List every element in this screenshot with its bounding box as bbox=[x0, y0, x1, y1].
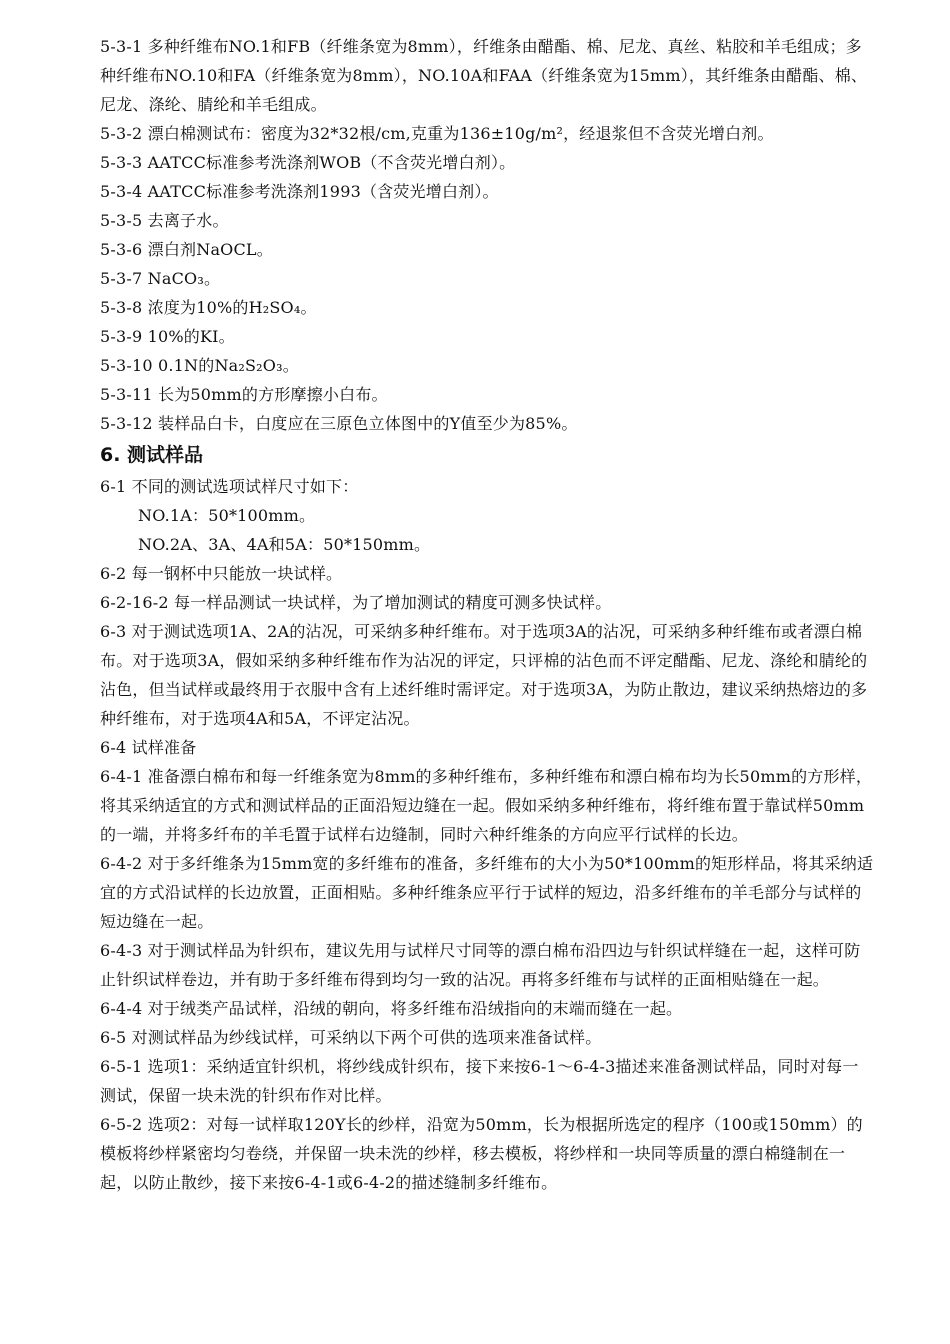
clause-6-5-2: 6-5-2 选项2：对每一试样取120Y长的纱样，沿宽为50mm，长为根据所选定的程序（100或150mm）的模板将纱样紧密均匀卷绕，并保留一块未洗的纱样，移去模板，将纱样和一块同等质量的漂白棉缝制在一起，以防止散纱，接下来按6-4-1或6-4-2的描述缝制多纤维布。 bbox=[100, 1115, 863, 1192]
clause-6-4-2: 6-4-2 对于多纤维条为15mm宽的多纤维布的准备，多纤维布的大小为50*100mm的矩形样品，将其采纳适宜的方式沿试样的长边放置，正面相贴。多种纤维条应平行于试样的短边，沿多纤维布的羊毛部分与试样的短边缝在一起。 bbox=[100, 854, 874, 931]
clause-5-3-6: 5-3-6 漂白剂NaOCL。 bbox=[100, 240, 273, 259]
clause-5-3-10: 5-3-10 0.1N的Na₂S₂O₃。 bbox=[100, 356, 299, 375]
clause-5-3-8: 5-3-8 浓度为10%的H₂SO₄。 bbox=[100, 298, 317, 317]
clause-5-3-11: 5-3-11 长为50mm的方形摩擦小白布。 bbox=[100, 385, 388, 404]
clause-6-1-size-1a: NO.1A：50*100mm。 bbox=[138, 506, 316, 525]
clause-6-1: 6-1 不同的测试选项试样尺寸如下： bbox=[100, 477, 359, 496]
clause-5-3-7: 5-3-7 NaCO₃。 bbox=[100, 269, 221, 288]
section-heading-6: 6. 测试样品 bbox=[100, 444, 204, 466]
clause-6-4-4: 6-4-4 对于绒类产品试样，沿绒的朝向，将多纤维布沿绒指向的末端而缝在一起。 bbox=[100, 999, 683, 1018]
clause-5-3-2: 5-3-2 漂白棉测试布：密度为32*32根/cm,克重为136±10g/m²，经退浆但不含荧光增白剂。 bbox=[100, 124, 774, 143]
clause-6-5: 6-5 对测试样品为纱线试样，可采纳以下两个可供的选项来准备试样。 bbox=[100, 1028, 602, 1047]
clause-5-3-12: 5-3-12 装样品白卡，白度应在三原色立体图中的Y值至少为85%。 bbox=[100, 414, 578, 433]
document-page bbox=[100, 32, 874, 1197]
clause-6-4-3: 6-4-3 对于测试样品为针织布，建议先用与试样尺寸同等的漂白棉布沿四边与针织试样缝在一起，这样可防止针织试样卷边，并有助于多纤维布得到均匀一致的沾况。再将多纤维布与试样的正面相贴缝在一起。 bbox=[100, 941, 861, 989]
clause-6-4: 6-4 试样准备 bbox=[100, 738, 197, 757]
clause-5-3-5: 5-3-5 去离子水。 bbox=[100, 211, 229, 230]
clause-5-3-4: 5-3-4 AATCC标准参考洗涤剂1993（含荧光增白剂）。 bbox=[100, 182, 499, 201]
clause-5-3-1: 5-3-1 多种纤维布NO.1和FB（纤维条宽为8mm），纤维条由醋酯、棉、尼龙、真丝、粘胶和羊毛组成；多种纤维布NO.10和FA（纤维条宽为8mm），NO.10A和FAA（纤维条宽为15mm），其纤维条由醋酯、棉、尼龙、涤纶、腈纶和羊毛组成。 bbox=[100, 37, 868, 114]
clause-5-3-3: 5-3-3 AATCC标准参考洗涤剂WOB（不含荧光增白剂）。 bbox=[100, 153, 516, 172]
clause-6-2-16-2: 6-2-16-2 每一样品测试一块试样，为了增加测试的精度可测多快试样。 bbox=[100, 593, 612, 612]
clause-6-3: 6-3 对于测试选项1A、2A的沾况，可采纳多种纤维布。对于选项3A的沾况，可采纳多种纤维布或者漂白棉布。对于选项3A，假如采纳多种纤维布作为沾况的评定，只评棉的沾色而不评定醋酯、尼龙、涤纶和腈纶的沾色，但当试样或最终用于衣服中含有上述纤维时需评定。对于选项3A，为防止散边，建议采纳热熔边的多种纤维布，对于选项4A和5A，不评定沾况。 bbox=[100, 622, 868, 728]
clause-6-2: 6-2 每一钢杯中只能放一块试样。 bbox=[100, 564, 343, 583]
clause-5-3-9: 5-3-9 10%的KI。 bbox=[100, 327, 235, 346]
clause-6-4-1: 6-4-1 准备漂白棉布和每一纤维条宽为8mm的多种纤维布，多种纤维布和漂白棉布均为长50mm的方形样，将其采纳适宜的方式和测试样品的正面沿短边缝在一起。假如采纳多种纤维布，将纤维布置于靠试样50mm的一端，并将多纤布的羊毛置于试样右边缝制，同时六种纤维条的方向应平行试样的长边。 bbox=[100, 767, 873, 844]
clause-6-5-1: 6-5-1 选项1：采纳适宜针织机，将纱线成针织布，接下来按6-1～6-4-3描述来准备测试样品，同时对每一测试，保留一块未洗的针织布作对比样。 bbox=[100, 1057, 859, 1105]
clause-6-1-size-2a-5a: NO.2A、3A、4A和5A：50*150mm。 bbox=[138, 535, 431, 554]
